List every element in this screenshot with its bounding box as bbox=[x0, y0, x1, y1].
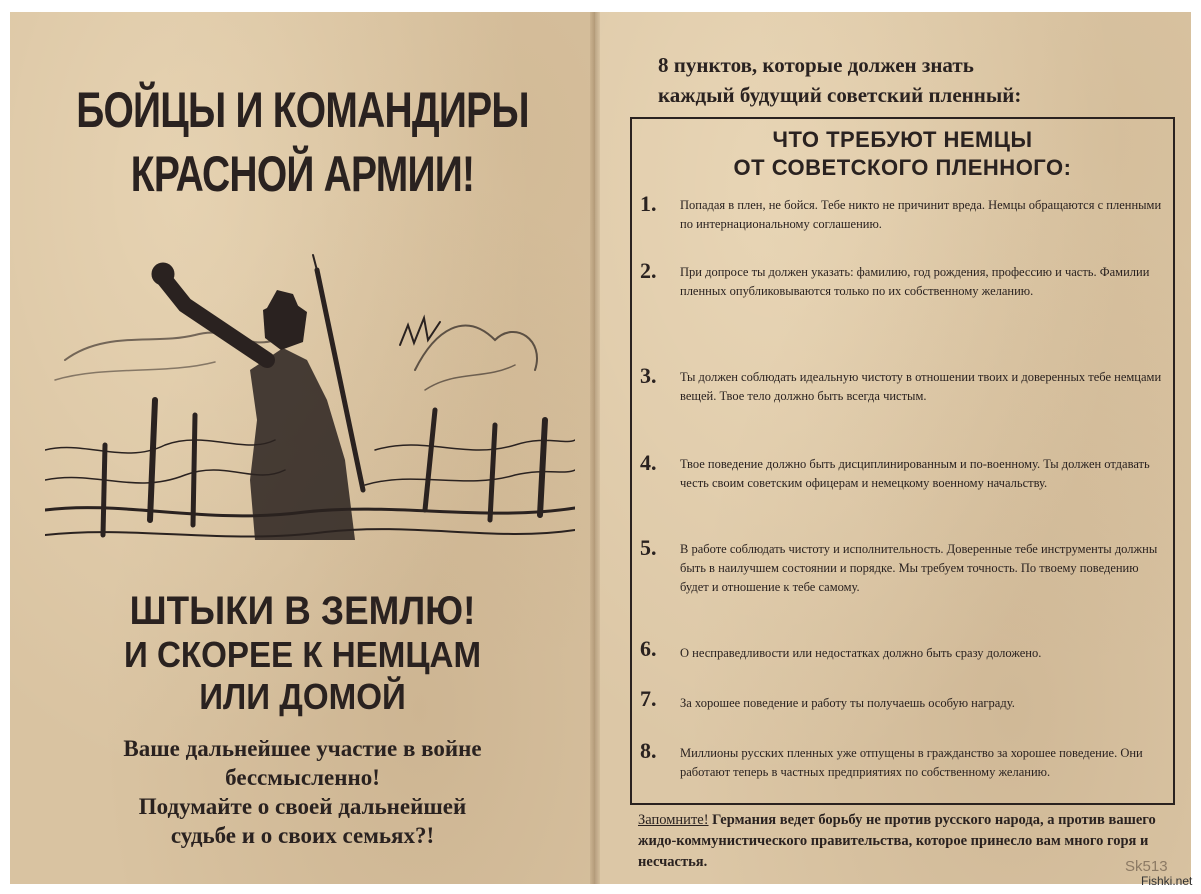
rule-text: В работе соблюдать чистоту и исполнительность. Доверенные тебе инструменты должны быть в наилучшем состоянии и порядке. Мы требуем точность. По твоему поведению будет и отношение к тебе самому. bbox=[680, 542, 1158, 594]
footer-text: Германия ведет борьбу не против русского народа, а против вашего жидо-коммунистического правительства, которое принесло вам много горя и несчастья. bbox=[638, 812, 1156, 870]
intro-line-2: каждый будущий советский пленный: bbox=[658, 83, 1022, 107]
rule-number: 1. bbox=[640, 191, 657, 216]
rule-text: О несправедливости или недостатках должно быть сразу доложено. bbox=[680, 646, 1042, 660]
rule-number: 6. bbox=[640, 636, 657, 661]
rule-number: 7. bbox=[640, 686, 657, 711]
appeal-line-3: Подумайте о своей дальнейшей bbox=[138, 794, 467, 819]
headline-line-1: БОЙЦЫ И КОМАНДИРЫ bbox=[76, 82, 529, 138]
rule-number: 4. bbox=[640, 450, 657, 475]
appeal-text bbox=[10, 734, 595, 850]
rule-text: При допросе ты должен указать: фамилию, год рождения, профессию и часть. Фамилии пленных опубликовываются только по их собственному желанию. bbox=[680, 265, 1150, 298]
rule-text: Твое поведение должно быть дисциплинированным и по-военному. Ты должен отдавать честь своим советским офицерам и немецкому военному начальству. bbox=[680, 457, 1150, 490]
appeal-line-2: бессмысленно! bbox=[225, 765, 380, 790]
print-mark: Sk513 bbox=[1125, 858, 1168, 875]
slogan-line-3: ИЛИ ДОМОЙ bbox=[199, 676, 406, 717]
slogan-line-2: И СКОРЕЕ К НЕМЦАМ bbox=[123, 634, 482, 675]
site-watermark: Fishki.net bbox=[1141, 874, 1193, 888]
intro-line-1: 8 пунктов, которые должен знать bbox=[658, 53, 974, 77]
footer-label: Запомните! bbox=[638, 812, 709, 828]
rule-text: За хорошее поведение и работу ты получаешь особую награду. bbox=[680, 696, 1015, 710]
rules-title-line-2: ОТ СОВЕТСКОГО ПЛЕННОГО: bbox=[733, 155, 1072, 180]
rule-number: 3. bbox=[640, 363, 657, 388]
slogan bbox=[10, 588, 595, 718]
rule-text: Попадая в плен, не бойся. Тебе никто не причинит вреда. Немцы обращаются с пленными по интернациональному соглашению. bbox=[680, 198, 1162, 231]
rule-text: Миллионы русских пленных уже отпущены в гражданство за хорошее поведение. Они работают теперь в частных предприятиях по собственному желанию. bbox=[680, 746, 1143, 779]
rule-text: Ты должен соблюдать идеальную чистоту в отношении твоих и доверенных тебе немцами вещей. Твое тело должно быть всегда чистым. bbox=[680, 370, 1162, 403]
intro-heading bbox=[640, 50, 1160, 110]
rule-number: 2. bbox=[640, 258, 657, 283]
footer-note bbox=[638, 810, 1173, 873]
headline bbox=[74, 78, 530, 206]
slogan-line-1: ШТЫКИ В ЗЕМЛЮ! bbox=[129, 589, 476, 633]
soldier-illustration bbox=[45, 250, 575, 550]
appeal-line-1: Ваше дальнейшее участие в войне bbox=[123, 736, 482, 761]
rule-number: 8. bbox=[640, 738, 657, 763]
rule-number: 5. bbox=[640, 535, 657, 560]
rules-title bbox=[630, 126, 1175, 182]
appeal-line-4: судьбе и о своих семьях?! bbox=[170, 823, 435, 848]
headline-line-2: КРАСНОЙ АРМИИ! bbox=[130, 146, 475, 202]
rules-title-line-1: ЧТО ТРЕБУЮТ НЕМЦЫ bbox=[772, 127, 1033, 152]
